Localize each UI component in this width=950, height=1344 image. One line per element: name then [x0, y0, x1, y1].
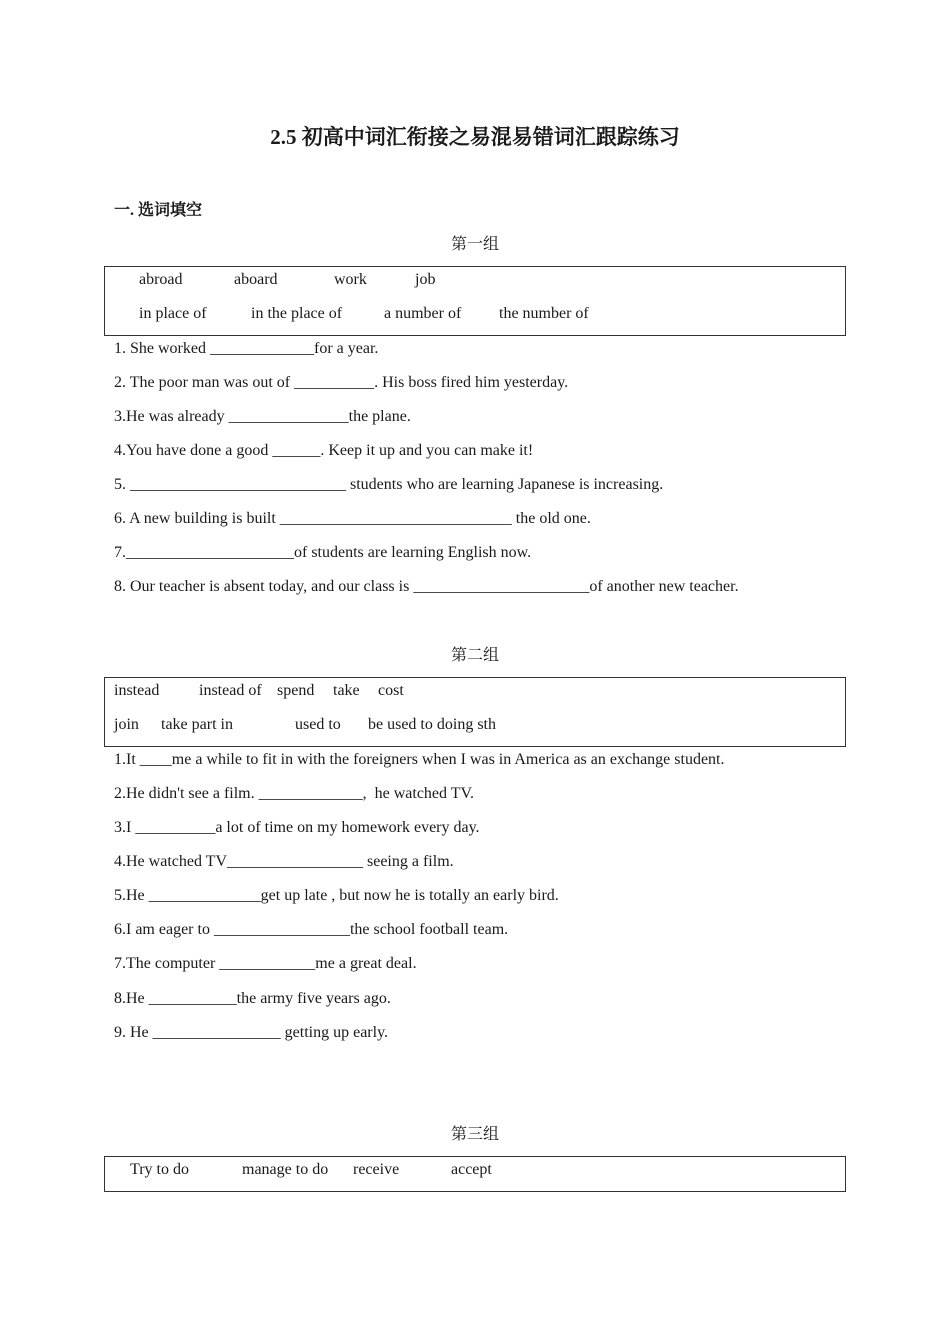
question: 7._____________________of students are learning English now.: [114, 544, 532, 561]
word-option: used to: [295, 716, 341, 733]
question: 3.He was already _______________the plane.: [114, 408, 411, 425]
word-option: Try to do: [130, 1161, 189, 1178]
word-option: in place of: [139, 305, 207, 322]
question: 5. ___________________________ students who are learning Japanese is increasing.: [114, 476, 664, 493]
group2-word-box: [104, 677, 846, 747]
word-option: receive: [353, 1161, 400, 1178]
word-option: job: [415, 271, 436, 288]
question: 4.He watched TV_________________ seeing a film.: [114, 853, 454, 870]
question: 1.It ____me a while to fit in with the foreigners when I was in America as an exchange student.: [114, 751, 725, 768]
question: 2. The poor man was out of __________. His boss fired him yesterday.: [114, 374, 569, 391]
question: 4.You have done a good ______. Keep it up and you can make it!: [114, 442, 534, 459]
word-option: in the place of: [251, 305, 343, 322]
word-option: instead: [114, 682, 160, 699]
question: 8.He ___________the army five years ago.: [114, 990, 391, 1007]
word-option: cost: [378, 682, 404, 699]
group1-title: 第一组: [450, 236, 499, 253]
word-option: be used to doing sth: [368, 716, 496, 733]
question: 8. Our teacher is absent today, and our class is ______________________of another new teacher.: [114, 578, 739, 595]
question: 6. A new building is built _____________________________ the old one.: [114, 510, 591, 527]
word-option: spend: [277, 682, 315, 699]
group2-title: 第二组: [450, 647, 499, 664]
question: 1. She worked _____________for a year.: [114, 340, 379, 357]
word-option: take: [333, 682, 360, 699]
word-option: accept: [451, 1161, 492, 1178]
group1-word-box: [104, 266, 846, 336]
word-option: manage to do: [242, 1161, 329, 1178]
question: 2.He didn't see a film. _____________, he watched TV.: [114, 785, 475, 802]
word-option: take part in: [161, 716, 233, 733]
question: 6.I am eager to _________________the school football team.: [114, 921, 509, 938]
page-title: 2.5 初高中词汇衔接之易混易错词汇跟踪练习: [270, 125, 680, 149]
question: 7.The computer ____________me a great deal.: [114, 955, 417, 972]
word-option: instead of: [199, 682, 262, 699]
question: 9. He ________________ getting up early.: [114, 1024, 389, 1041]
question: 3.I __________a lot of time on my homework every day.: [114, 819, 480, 836]
group3-title: 第三组: [450, 1126, 499, 1143]
word-option: aboard: [234, 271, 278, 288]
word-option: a number of: [384, 305, 462, 322]
word-option: abroad: [139, 271, 183, 288]
word-option: work: [334, 271, 367, 288]
word-option: the number of: [499, 305, 589, 322]
word-option: join: [114, 716, 139, 733]
question: 5.He ______________get up late , but now he is totally an early bird.: [114, 887, 559, 904]
group3-word-box: [104, 1156, 846, 1192]
section-heading: 一. 选词填空: [114, 202, 203, 219]
